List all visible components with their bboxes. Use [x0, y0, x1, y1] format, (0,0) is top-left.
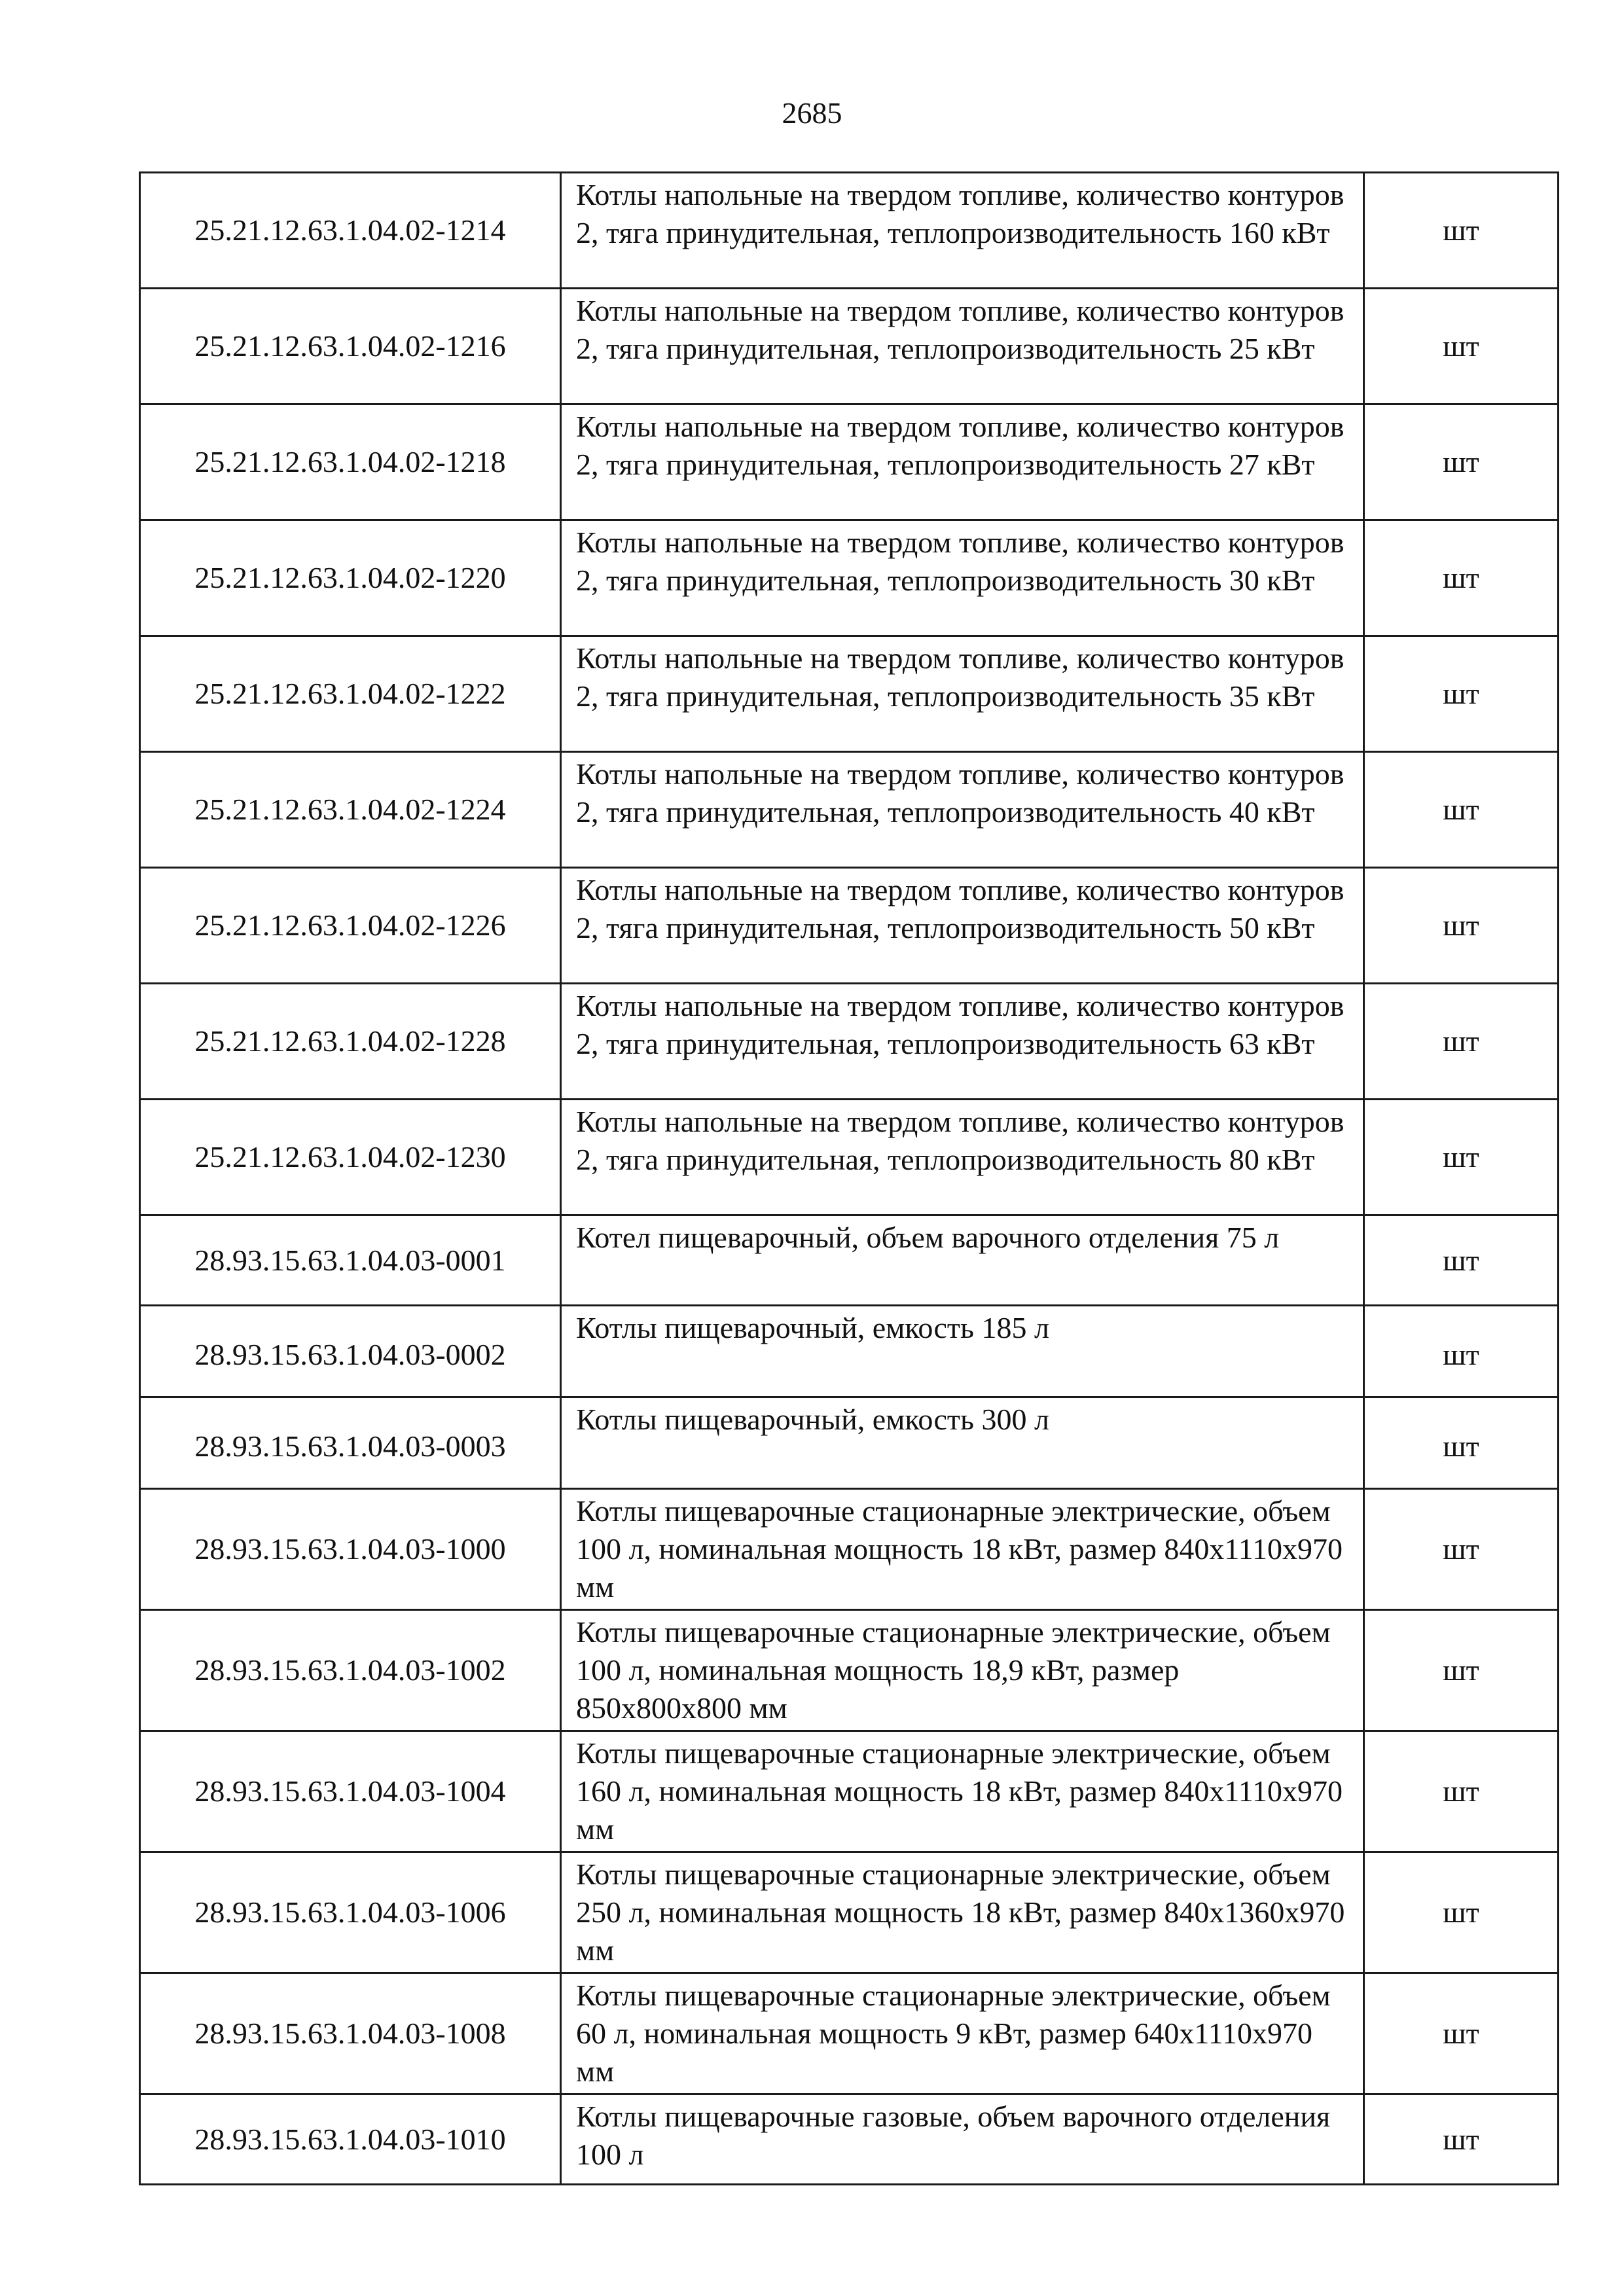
- row-code: 28.93.15.63.1.04.03-1008: [140, 1973, 561, 2094]
- row-name: Котлы напольные на твердом топливе, количество контуров 2, тяга принудительная, теплопроизводительность 30 кВт: [561, 520, 1364, 636]
- row-unit: шт: [1364, 1397, 1559, 1489]
- row-name: Котлы пищеварочные стационарные электрические, объем 250 л, номинальная мощность 18 кВт, размер 840х1360х970 мм: [561, 1852, 1364, 1973]
- row-code: 25.21.12.63.1.04.02-1222: [140, 636, 561, 752]
- row-code: 28.93.15.63.1.04.03-1002: [140, 1610, 561, 1731]
- row-unit: шт: [1364, 1100, 1559, 1215]
- row-name: Котлы напольные на твердом топливе, количество контуров 2, тяга принудительная, теплопроизводительность 27 кВт: [561, 404, 1364, 520]
- table-row: [140, 289, 1559, 404]
- row-unit: шт: [1364, 752, 1559, 868]
- row-code: 25.21.12.63.1.04.02-1216: [140, 289, 561, 404]
- table-row: [140, 868, 1559, 984]
- row-unit: шт: [1364, 1852, 1559, 1973]
- table-row: [140, 1215, 1559, 1306]
- row-unit: шт: [1364, 1731, 1559, 1852]
- table-row: [140, 1306, 1559, 1397]
- row-code: 28.93.15.63.1.04.03-0003: [140, 1397, 561, 1489]
- table-row: [140, 173, 1559, 289]
- row-code: 25.21.12.63.1.04.02-1228: [140, 984, 561, 1100]
- table-row: [140, 1100, 1559, 1215]
- table-row: [140, 1731, 1559, 1852]
- table-row: [140, 984, 1559, 1100]
- row-unit: шт: [1364, 636, 1559, 752]
- row-name: Котлы напольные на твердом топливе, количество контуров 2, тяга принудительная, теплопроизводительность 40 кВт: [561, 752, 1364, 868]
- row-unit: шт: [1364, 1489, 1559, 1610]
- row-unit: шт: [1364, 1215, 1559, 1306]
- row-code: 28.93.15.63.1.04.03-0002: [140, 1306, 561, 1397]
- row-code: 25.21.12.63.1.04.02-1220: [140, 520, 561, 636]
- page-number: 2685: [782, 96, 842, 130]
- row-name: Котлы напольные на твердом топливе, количество контуров 2, тяга принудительная, теплопроизводительность 35 кВт: [561, 636, 1364, 752]
- row-name: Котлы пищеварочный, емкость 300 л: [561, 1397, 1364, 1489]
- table-row: [140, 1973, 1559, 2094]
- table-row: [140, 520, 1559, 636]
- row-code: 28.93.15.63.1.04.03-1010: [140, 2094, 561, 2185]
- row-unit: шт: [1364, 868, 1559, 984]
- table-row: [140, 1489, 1559, 1610]
- row-name: Котлы пищеварочный, емкость 185 л: [561, 1306, 1364, 1397]
- row-name: Котел пищеварочный, объем варочного отделения 75 л: [561, 1215, 1364, 1306]
- table-row: [140, 752, 1559, 868]
- row-code: 25.21.12.63.1.04.02-1218: [140, 404, 561, 520]
- table-row: [140, 636, 1559, 752]
- table-row: [140, 2094, 1559, 2185]
- row-name: Котлы пищеварочные стационарные электрические, объем 100 л, номинальная мощность 18 кВт, размер 840х1110х970 мм: [561, 1489, 1364, 1610]
- row-unit: шт: [1364, 984, 1559, 1100]
- row-code: 28.93.15.63.1.04.03-0001: [140, 1215, 561, 1306]
- table-row: [140, 1397, 1559, 1489]
- table-row: [140, 1610, 1559, 1731]
- catalog-table: [139, 171, 1559, 2185]
- table-row: [140, 404, 1559, 520]
- table-row: [140, 1852, 1559, 1973]
- row-code: 25.21.12.63.1.04.02-1230: [140, 1100, 561, 1215]
- row-code: 28.93.15.63.1.04.03-1000: [140, 1489, 561, 1610]
- row-name: Котлы пищеварочные стационарные электрические, объем 100 л, номинальная мощность 18,9 кВт, размер 850х800х800 мм: [561, 1610, 1364, 1731]
- row-name: Котлы напольные на твердом топливе, количество контуров 2, тяга принудительная, теплопроизводительность 80 кВт: [561, 1100, 1364, 1215]
- row-unit: шт: [1364, 1306, 1559, 1397]
- row-unit: шт: [1364, 173, 1559, 289]
- row-name: Котлы пищеварочные стационарные электрические, объем 60 л, номинальная мощность 9 кВт, размер 640х1110х970 мм: [561, 1973, 1364, 2094]
- row-unit: шт: [1364, 1610, 1559, 1731]
- row-code: 28.93.15.63.1.04.03-1006: [140, 1852, 561, 1973]
- row-unit: шт: [1364, 520, 1559, 636]
- row-name: Котлы пищеварочные стационарные электрические, объем 160 л, номинальная мощность 18 кВт, размер 840х1110х970 мм: [561, 1731, 1364, 1852]
- row-code: 25.21.12.63.1.04.02-1224: [140, 752, 561, 868]
- row-code: 28.93.15.63.1.04.03-1004: [140, 1731, 561, 1852]
- row-name: Котлы напольные на твердом топливе, количество контуров 2, тяга принудительная, теплопроизводительность 25 кВт: [561, 289, 1364, 404]
- row-unit: шт: [1364, 289, 1559, 404]
- row-unit: шт: [1364, 1973, 1559, 2094]
- row-name: Котлы напольные на твердом топливе, количество контуров 2, тяга принудительная, теплопроизводительность 63 кВт: [561, 984, 1364, 1100]
- row-code: 25.21.12.63.1.04.02-1214: [140, 173, 561, 289]
- row-unit: шт: [1364, 404, 1559, 520]
- row-unit: шт: [1364, 2094, 1559, 2185]
- row-name: Котлы напольные на твердом топливе, количество контуров 2, тяга принудительная, теплопроизводительность 50 кВт: [561, 868, 1364, 984]
- row-code: 25.21.12.63.1.04.02-1226: [140, 868, 561, 984]
- row-name: Котлы пищеварочные газовые, объем варочного отделения 100 л: [561, 2094, 1364, 2185]
- row-name: Котлы напольные на твердом топливе, количество контуров 2, тяга принудительная, теплопроизводительность 160 кВт: [561, 173, 1364, 289]
